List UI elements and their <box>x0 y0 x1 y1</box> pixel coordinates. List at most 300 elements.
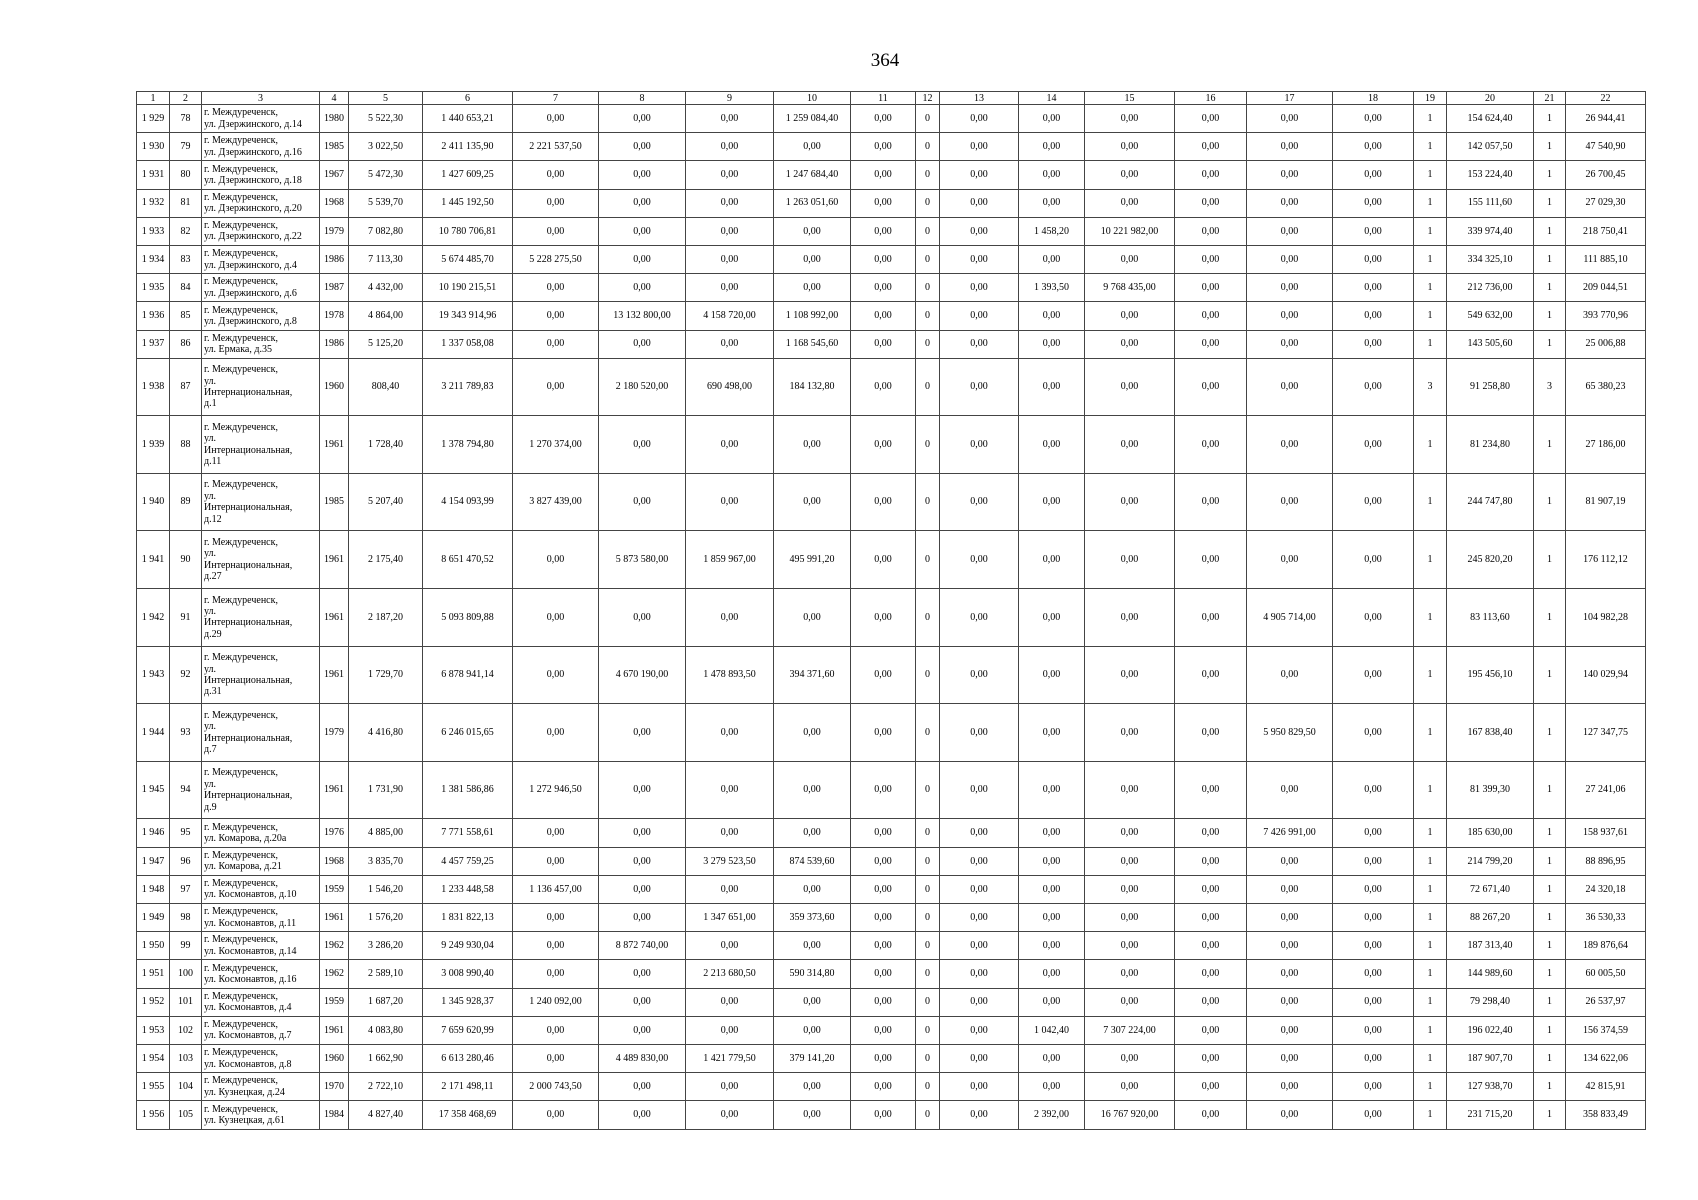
col22-cell: 47 540,90 <box>1566 133 1646 161</box>
col15-cell: 0,00 <box>1085 761 1175 819</box>
table-row <box>137 904 1646 932</box>
col12-cell: 0 <box>916 847 940 875</box>
col7-cell: 0,00 <box>513 217 599 245</box>
column-number-16: 16 <box>1175 92 1247 105</box>
row-number-cell: 1 940 <box>137 473 170 531</box>
column-number-3: 3 <box>202 92 320 105</box>
col18-cell: 0,00 <box>1333 245 1414 273</box>
col13-cell: 0,00 <box>940 245 1019 273</box>
col10-cell: 0,00 <box>774 988 851 1016</box>
col8-cell: 5 873 580,00 <box>599 531 686 589</box>
item-number-cell: 105 <box>170 1101 202 1129</box>
table-row <box>137 875 1646 903</box>
col7-cell: 0,00 <box>513 189 599 217</box>
col16-cell: 0,00 <box>1175 161 1247 189</box>
address-line: д.9 <box>204 801 217 813</box>
year-cell: 1984 <box>320 1101 349 1129</box>
col12-cell: 0 <box>916 904 940 932</box>
col21-cell: 1 <box>1534 473 1566 531</box>
col15-cell: 0,00 <box>1085 245 1175 273</box>
col9-cell: 0,00 <box>686 1016 774 1044</box>
address-cell <box>202 133 320 161</box>
area-cell: 2 589,10 <box>349 960 423 988</box>
col17-cell: 0,00 <box>1247 302 1333 330</box>
table-row <box>137 761 1646 819</box>
column-number-13: 13 <box>940 92 1019 105</box>
item-number-cell: 80 <box>170 161 202 189</box>
col9-cell: 3 279 523,50 <box>686 847 774 875</box>
col12-cell: 0 <box>916 1073 940 1101</box>
address-cell <box>202 847 320 875</box>
col15-cell: 0,00 <box>1085 473 1175 531</box>
col14-cell: 0,00 <box>1019 358 1085 416</box>
col13-cell: 0,00 <box>940 473 1019 531</box>
col9-cell: 0,00 <box>686 875 774 903</box>
col16-cell: 0,00 <box>1175 847 1247 875</box>
col20-cell: 334 325,10 <box>1447 245 1534 273</box>
col10-cell: 1 263 051,60 <box>774 189 851 217</box>
col21-cell: 1 <box>1534 1016 1566 1044</box>
address-line: ул. Космонавтов, д.7 <box>204 1030 292 1042</box>
row-number-cell: 1 935 <box>137 274 170 302</box>
address-line: г. Междуреченск, <box>204 135 278 147</box>
address-cell <box>202 105 320 133</box>
col15-cell: 0,00 <box>1085 847 1175 875</box>
col20-cell: 81 399,30 <box>1447 761 1534 819</box>
address-line: ул. Дзержинского, д.4 <box>204 259 297 271</box>
col7-cell: 2 000 743,50 <box>513 1073 599 1101</box>
col12-cell: 0 <box>916 1101 940 1129</box>
address-cell <box>202 1073 320 1101</box>
col18-cell: 0,00 <box>1333 819 1414 847</box>
col8-cell: 0,00 <box>599 133 686 161</box>
col9-cell: 0,00 <box>686 105 774 133</box>
col11-cell: 0,00 <box>851 274 916 302</box>
row-number-cell: 1 953 <box>137 1016 170 1044</box>
table-row <box>137 847 1646 875</box>
column-number-6: 6 <box>423 92 513 105</box>
col14-cell: 0,00 <box>1019 960 1085 988</box>
col7-cell: 1 270 374,00 <box>513 416 599 474</box>
col19-cell: 1 <box>1414 133 1447 161</box>
row-number-cell: 1 952 <box>137 988 170 1016</box>
col8-cell: 0,00 <box>599 473 686 531</box>
col22-cell: 140 029,94 <box>1566 646 1646 704</box>
col11-cell: 0,00 <box>851 473 916 531</box>
col18-cell: 0,00 <box>1333 416 1414 474</box>
total-cost-cell: 5 674 485,70 <box>423 245 513 273</box>
col17-cell: 0,00 <box>1247 416 1333 474</box>
address-cell <box>202 1044 320 1072</box>
col20-cell: 185 630,00 <box>1447 819 1534 847</box>
address-line: ул. Космонавтов, д.10 <box>204 889 297 901</box>
area-cell: 5 207,40 <box>349 473 423 531</box>
col11-cell: 0,00 <box>851 302 916 330</box>
total-cost-cell: 5 093 809,88 <box>423 589 513 647</box>
col9-cell: 0,00 <box>686 189 774 217</box>
area-cell: 808,40 <box>349 358 423 416</box>
col18-cell: 0,00 <box>1333 161 1414 189</box>
area-cell: 4 885,00 <box>349 819 423 847</box>
col21-cell: 1 <box>1534 932 1566 960</box>
col8-cell: 0,00 <box>599 416 686 474</box>
item-number-cell: 78 <box>170 105 202 133</box>
col20-cell: 244 747,80 <box>1447 473 1534 531</box>
col15-cell: 0,00 <box>1085 589 1175 647</box>
col9-cell: 0,00 <box>686 761 774 819</box>
row-number-cell: 1 949 <box>137 904 170 932</box>
total-cost-cell: 4 154 093,99 <box>423 473 513 531</box>
col16-cell: 0,00 <box>1175 473 1247 531</box>
year-cell: 1985 <box>320 133 349 161</box>
col22-cell: 393 770,96 <box>1566 302 1646 330</box>
col10-cell: 0,00 <box>774 1073 851 1101</box>
row-number-cell: 1 936 <box>137 302 170 330</box>
col18-cell: 0,00 <box>1333 105 1414 133</box>
col17-cell: 0,00 <box>1247 988 1333 1016</box>
col11-cell: 0,00 <box>851 330 916 358</box>
total-cost-cell: 7 771 558,61 <box>423 819 513 847</box>
col15-cell: 0,00 <box>1085 161 1175 189</box>
col18-cell: 0,00 <box>1333 589 1414 647</box>
year-cell: 1978 <box>320 302 349 330</box>
col8-cell: 0,00 <box>599 589 686 647</box>
col16-cell: 0,00 <box>1175 875 1247 903</box>
col11-cell: 0,00 <box>851 704 916 762</box>
col11-cell: 0,00 <box>851 1016 916 1044</box>
area-cell: 5 125,20 <box>349 330 423 358</box>
col9-cell: 0,00 <box>686 589 774 647</box>
col13-cell: 0,00 <box>940 416 1019 474</box>
column-number-11: 11 <box>851 92 916 105</box>
table-row <box>137 988 1646 1016</box>
col15-cell: 0,00 <box>1085 646 1175 704</box>
total-cost-cell: 2 411 135,90 <box>423 133 513 161</box>
column-number-19: 19 <box>1414 92 1447 105</box>
year-cell: 1961 <box>320 1016 349 1044</box>
col21-cell: 1 <box>1534 589 1566 647</box>
col10-cell: 1 247 684,40 <box>774 161 851 189</box>
col12-cell: 0 <box>916 105 940 133</box>
address-line: г. Междуреченск, <box>204 990 278 1002</box>
col21-cell: 1 <box>1534 161 1566 189</box>
col11-cell: 0,00 <box>851 531 916 589</box>
col9-cell: 0,00 <box>686 704 774 762</box>
col22-cell: 134 622,06 <box>1566 1044 1646 1072</box>
col16-cell: 0,00 <box>1175 189 1247 217</box>
total-cost-cell: 19 343 914,96 <box>423 302 513 330</box>
total-cost-cell: 3 008 990,40 <box>423 960 513 988</box>
col8-cell: 0,00 <box>599 761 686 819</box>
col18-cell: 0,00 <box>1333 133 1414 161</box>
col15-cell: 10 221 982,00 <box>1085 217 1175 245</box>
col8-cell: 8 872 740,00 <box>599 932 686 960</box>
col9-cell: 0,00 <box>686 819 774 847</box>
col8-cell: 0,00 <box>599 960 686 988</box>
col22-cell: 358 833,49 <box>1566 1101 1646 1129</box>
column-number-4: 4 <box>320 92 349 105</box>
col21-cell: 1 <box>1534 245 1566 273</box>
col16-cell: 0,00 <box>1175 105 1247 133</box>
year-cell: 1980 <box>320 105 349 133</box>
total-cost-cell: 10 780 706,81 <box>423 217 513 245</box>
address-cell <box>202 416 320 474</box>
col21-cell: 1 <box>1534 875 1566 903</box>
col16-cell: 0,00 <box>1175 133 1247 161</box>
col7-cell: 0,00 <box>513 646 599 704</box>
column-number-7: 7 <box>513 92 599 105</box>
year-cell: 1985 <box>320 473 349 531</box>
column-number-22: 22 <box>1566 92 1646 105</box>
col7-cell: 0,00 <box>513 358 599 416</box>
address-line: г. Междуреченск, <box>204 767 278 779</box>
address-cell <box>202 988 320 1016</box>
column-number-5: 5 <box>349 92 423 105</box>
address-cell <box>202 302 320 330</box>
col13-cell: 0,00 <box>940 133 1019 161</box>
col20-cell: 195 456,10 <box>1447 646 1534 704</box>
item-number-cell: 86 <box>170 330 202 358</box>
col18-cell: 0,00 <box>1333 1044 1414 1072</box>
address-line: ул. Комарова, д.20а <box>204 833 287 845</box>
address-line: ул. Дзержинского, д.16 <box>204 146 302 158</box>
area-cell: 4 827,40 <box>349 1101 423 1129</box>
item-number-cell: 103 <box>170 1044 202 1072</box>
col14-cell: 0,00 <box>1019 932 1085 960</box>
col11-cell: 0,00 <box>851 819 916 847</box>
col21-cell: 1 <box>1534 1044 1566 1072</box>
col20-cell: 81 234,80 <box>1447 416 1534 474</box>
col14-cell: 1 458,20 <box>1019 217 1085 245</box>
row-number-cell: 1 930 <box>137 133 170 161</box>
table-row <box>137 646 1646 704</box>
col22-cell: 218 750,41 <box>1566 217 1646 245</box>
col16-cell: 0,00 <box>1175 761 1247 819</box>
col11-cell: 0,00 <box>851 1044 916 1072</box>
col13-cell: 0,00 <box>940 189 1019 217</box>
col7-cell: 0,00 <box>513 932 599 960</box>
col9-cell: 0,00 <box>686 1073 774 1101</box>
data-table-container <box>136 91 1646 1130</box>
col16-cell: 0,00 <box>1175 358 1247 416</box>
area-cell: 3 286,20 <box>349 932 423 960</box>
table-row <box>137 1101 1646 1129</box>
col14-cell: 2 392,00 <box>1019 1101 1085 1129</box>
row-number-cell: 1 954 <box>137 1044 170 1072</box>
col11-cell: 0,00 <box>851 646 916 704</box>
col13-cell: 0,00 <box>940 1044 1019 1072</box>
col16-cell: 0,00 <box>1175 330 1247 358</box>
col13-cell: 0,00 <box>940 358 1019 416</box>
col11-cell: 0,00 <box>851 988 916 1016</box>
col15-cell: 0,00 <box>1085 875 1175 903</box>
col21-cell: 1 <box>1534 761 1566 819</box>
col22-cell: 189 876,64 <box>1566 932 1646 960</box>
address-line: Интернациональная, <box>204 790 293 802</box>
col16-cell: 0,00 <box>1175 589 1247 647</box>
address-line: г. Междуреченск, <box>204 962 278 974</box>
total-cost-cell: 6 246 015,65 <box>423 704 513 762</box>
col21-cell: 1 <box>1534 217 1566 245</box>
year-cell: 1959 <box>320 875 349 903</box>
col22-cell: 104 982,28 <box>1566 589 1646 647</box>
address-line: ул. Космонавтов, д.16 <box>204 973 297 985</box>
col19-cell: 1 <box>1414 875 1447 903</box>
address-line: Интернациональная, <box>204 617 293 629</box>
col16-cell: 0,00 <box>1175 302 1247 330</box>
col14-cell: 0,00 <box>1019 646 1085 704</box>
col13-cell: 0,00 <box>940 960 1019 988</box>
col12-cell: 0 <box>916 531 940 589</box>
col19-cell: 1 <box>1414 105 1447 133</box>
col19-cell: 1 <box>1414 189 1447 217</box>
col11-cell: 0,00 <box>851 105 916 133</box>
col18-cell: 0,00 <box>1333 302 1414 330</box>
col17-cell: 0,00 <box>1247 1101 1333 1129</box>
total-cost-cell: 1 427 609,25 <box>423 161 513 189</box>
address-line: ул. Космонавтов, д.4 <box>204 1002 292 1014</box>
col21-cell: 1 <box>1534 704 1566 762</box>
col20-cell: 187 907,70 <box>1447 1044 1534 1072</box>
address-line: Интернациональная, <box>204 444 293 456</box>
col19-cell: 1 <box>1414 1016 1447 1044</box>
col8-cell: 0,00 <box>599 875 686 903</box>
col18-cell: 0,00 <box>1333 960 1414 988</box>
area-cell: 4 083,80 <box>349 1016 423 1044</box>
year-cell: 1961 <box>320 589 349 647</box>
col9-cell: 1 421 779,50 <box>686 1044 774 1072</box>
address-cell <box>202 1101 320 1129</box>
col20-cell: 214 799,20 <box>1447 847 1534 875</box>
col14-cell: 0,00 <box>1019 875 1085 903</box>
col17-cell: 0,00 <box>1247 1044 1333 1072</box>
col13-cell: 0,00 <box>940 1016 1019 1044</box>
col7-cell: 0,00 <box>513 105 599 133</box>
address-line: г. Междуреченск, <box>204 821 278 833</box>
table-row <box>137 245 1646 273</box>
col14-cell: 0,00 <box>1019 473 1085 531</box>
total-cost-cell: 1 337 058,08 <box>423 330 513 358</box>
col9-cell: 0,00 <box>686 161 774 189</box>
column-number-12: 12 <box>916 92 940 105</box>
col19-cell: 1 <box>1414 531 1447 589</box>
col19-cell: 1 <box>1414 589 1447 647</box>
address-line: д.7 <box>204 743 217 755</box>
col18-cell: 0,00 <box>1333 330 1414 358</box>
column-number-10: 10 <box>774 92 851 105</box>
item-number-cell: 104 <box>170 1073 202 1101</box>
col12-cell: 0 <box>916 358 940 416</box>
col11-cell: 0,00 <box>851 904 916 932</box>
col18-cell: 0,00 <box>1333 274 1414 302</box>
col12-cell: 0 <box>916 932 940 960</box>
address-line: ул. Комарова, д.21 <box>204 861 282 873</box>
column-number-1: 1 <box>137 92 170 105</box>
col11-cell: 0,00 <box>851 589 916 647</box>
table-row <box>137 531 1646 589</box>
year-cell: 1979 <box>320 217 349 245</box>
total-cost-cell: 2 171 498,11 <box>423 1073 513 1101</box>
col13-cell: 0,00 <box>940 1101 1019 1129</box>
address-line: г. Междуреченск, <box>204 1047 278 1059</box>
col13-cell: 0,00 <box>940 875 1019 903</box>
col22-cell: 26 944,41 <box>1566 105 1646 133</box>
col11-cell: 0,00 <box>851 133 916 161</box>
col8-cell: 0,00 <box>599 105 686 133</box>
column-number-21: 21 <box>1534 92 1566 105</box>
area-cell: 4 864,00 <box>349 302 423 330</box>
col8-cell: 0,00 <box>599 819 686 847</box>
col16-cell: 0,00 <box>1175 416 1247 474</box>
table-row <box>137 1016 1646 1044</box>
total-cost-cell: 17 358 468,69 <box>423 1101 513 1129</box>
year-cell: 1961 <box>320 416 349 474</box>
column-number-9: 9 <box>686 92 774 105</box>
col7-cell: 5 228 275,50 <box>513 245 599 273</box>
col22-cell: 26 700,45 <box>1566 161 1646 189</box>
col17-cell: 0,00 <box>1247 531 1333 589</box>
col13-cell: 0,00 <box>940 161 1019 189</box>
col17-cell: 0,00 <box>1247 904 1333 932</box>
year-cell: 1961 <box>320 531 349 589</box>
col18-cell: 0,00 <box>1333 473 1414 531</box>
col14-cell: 0,00 <box>1019 704 1085 762</box>
col10-cell: 874 539,60 <box>774 847 851 875</box>
col7-cell: 0,00 <box>513 302 599 330</box>
table-row <box>137 589 1646 647</box>
col15-cell: 0,00 <box>1085 416 1175 474</box>
col22-cell: 26 537,97 <box>1566 988 1646 1016</box>
address-cell <box>202 330 320 358</box>
total-cost-cell: 3 211 789,83 <box>423 358 513 416</box>
row-number-cell: 1 948 <box>137 875 170 903</box>
area-cell: 2 187,20 <box>349 589 423 647</box>
col19-cell: 1 <box>1414 904 1447 932</box>
address-cell <box>202 161 320 189</box>
col22-cell: 111 885,10 <box>1566 245 1646 273</box>
address-line: г. Междуреченск, <box>204 594 278 606</box>
col10-cell: 0,00 <box>774 1101 851 1129</box>
address-line: г. Междуреченск, <box>204 163 278 175</box>
col22-cell: 27 029,30 <box>1566 189 1646 217</box>
address-line: г. Междуреченск, <box>204 906 278 918</box>
address-line: ул. Дзержинского, д.8 <box>204 315 297 327</box>
address-line: ул. Дзержинского, д.20 <box>204 203 302 215</box>
address-line: ул. Космонавтов, д.8 <box>204 1058 292 1070</box>
col12-cell: 0 <box>916 189 940 217</box>
col19-cell: 1 <box>1414 819 1447 847</box>
col16-cell: 0,00 <box>1175 1044 1247 1072</box>
area-cell: 5 472,30 <box>349 161 423 189</box>
col10-cell: 379 141,20 <box>774 1044 851 1072</box>
table-row <box>137 473 1646 531</box>
item-number-cell: 81 <box>170 189 202 217</box>
address-line: г. Междуреченск, <box>204 219 278 231</box>
item-number-cell: 99 <box>170 932 202 960</box>
table-body <box>137 105 1646 1130</box>
col11-cell: 0,00 <box>851 245 916 273</box>
col10-cell: 0,00 <box>774 932 851 960</box>
col10-cell: 0,00 <box>774 1016 851 1044</box>
col8-cell: 0,00 <box>599 1016 686 1044</box>
col14-cell: 0,00 <box>1019 1073 1085 1101</box>
col10-cell: 0,00 <box>774 473 851 531</box>
year-cell: 1960 <box>320 358 349 416</box>
col12-cell: 0 <box>916 161 940 189</box>
col20-cell: 167 838,40 <box>1447 704 1534 762</box>
item-number-cell: 97 <box>170 875 202 903</box>
total-cost-cell: 1 378 794,80 <box>423 416 513 474</box>
